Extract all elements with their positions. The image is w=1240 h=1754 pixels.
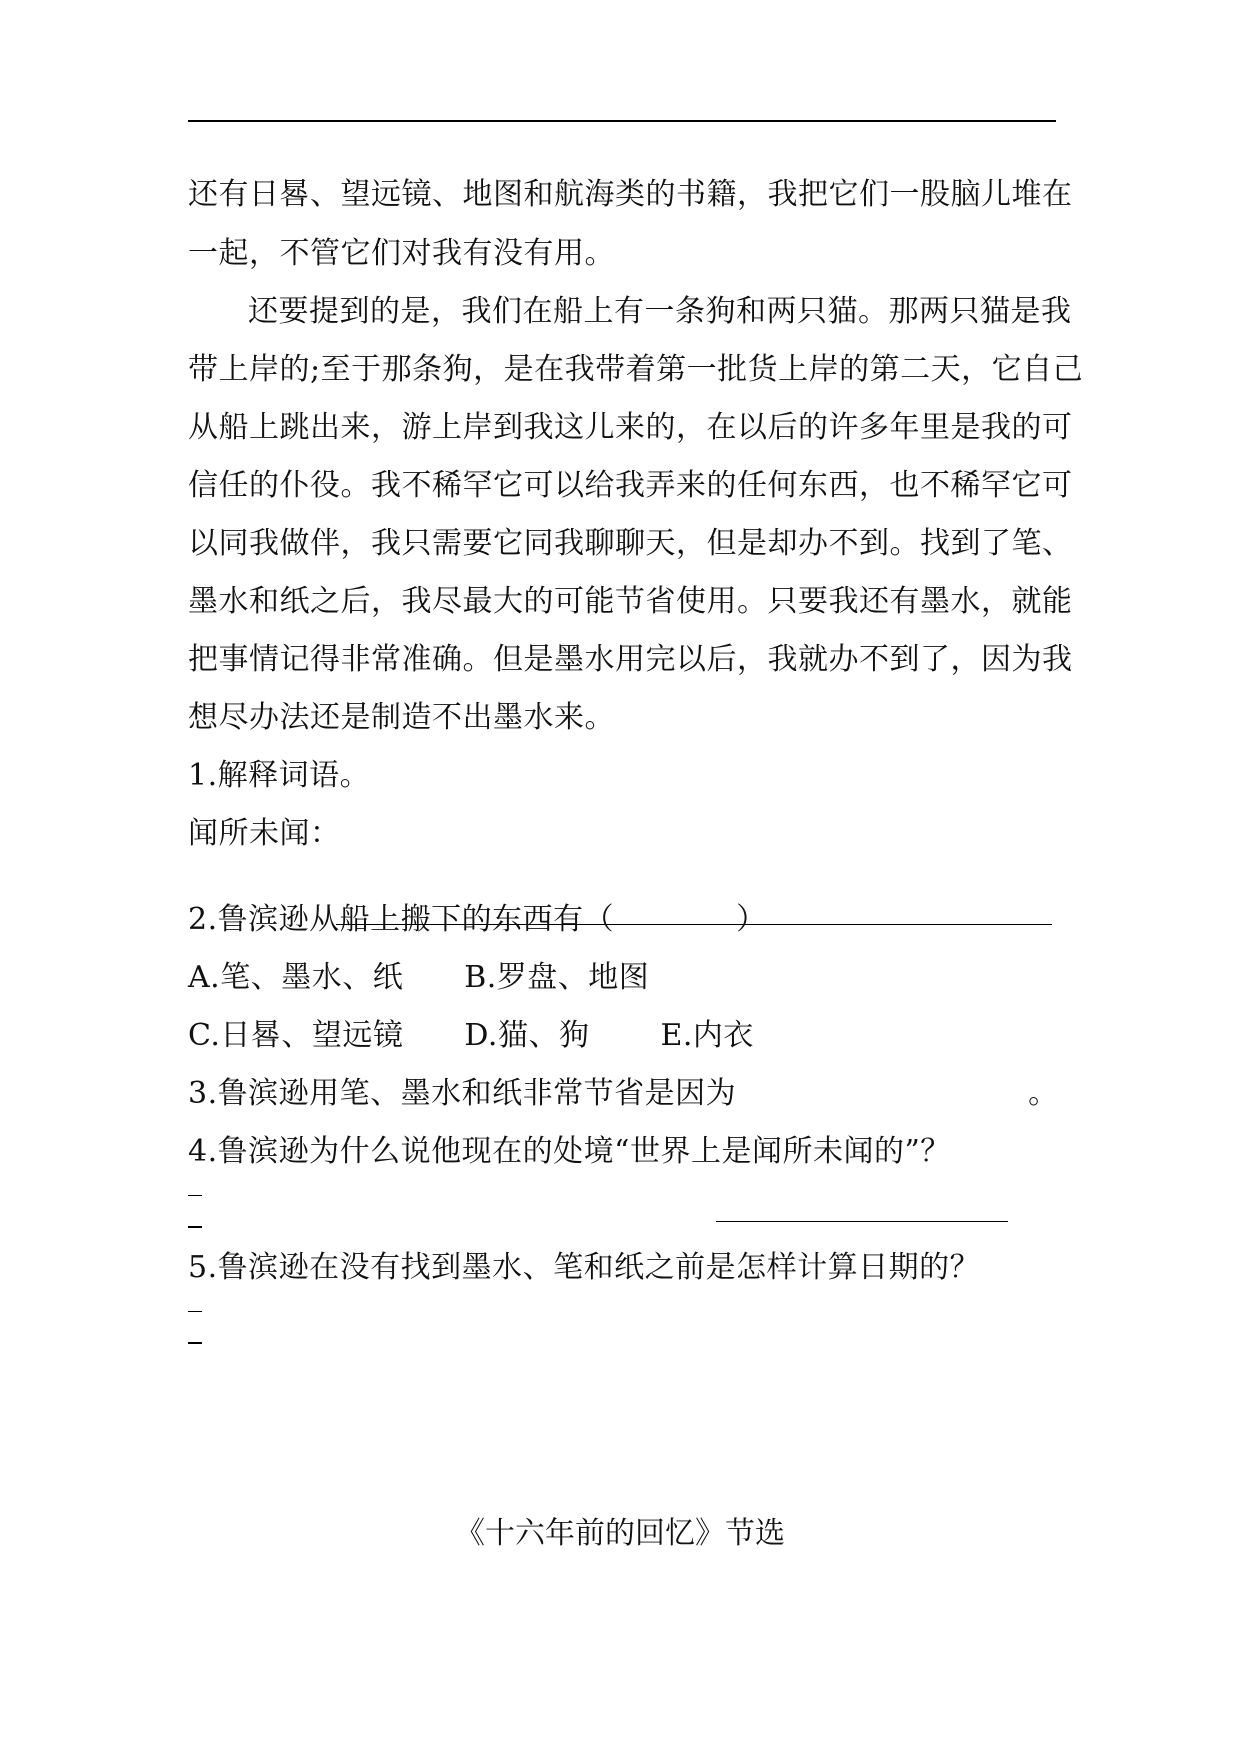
passage-line: 还要提到的是，我们在船上有一条狗和两只猫。那两只猫是我 — [248, 294, 1072, 329]
passage-line: 以同我做伴，我只需要它同我聊聊天，但是却办不到。找到了笔、 — [188, 526, 1073, 561]
question-5: 5.鲁滨逊在没有找到墨水、笔和纸之前是怎样计算日期的？ — [188, 1250, 981, 1285]
question-2-options-row-2: C.日晷、望远镜 D.猫、狗 E.内衣 — [188, 1018, 754, 1053]
question-2: 2.鲁滨逊从船上搬下的东西有（ ） — [188, 902, 767, 937]
question-4: 4.鲁滨逊为什么说他现在的处境“世界上是闻所未闻的”？ — [188, 1134, 951, 1169]
answer-line-q5[interactable] — [188, 1311, 202, 1312]
answer-blank-q3[interactable] — [716, 1221, 1008, 1222]
question-1: 1.解释词语。 — [188, 758, 371, 793]
passage-line: 一起，不管它们对我有没有用。 — [188, 236, 615, 271]
answer-line-q4[interactable] — [188, 1195, 202, 1196]
header-rule — [188, 120, 1056, 122]
answer-line-q4[interactable] — [188, 1226, 202, 1228]
passage-line: 想尽办法还是制造不出墨水来。 — [188, 700, 615, 735]
passage-line: 从船上跳出来，游上岸到我这儿来的，在以后的许多年里是我的可 — [188, 410, 1073, 445]
question-3-text: 3.鲁滨逊用笔、墨水和纸非常节省是因为 — [188, 1076, 737, 1111]
passage-line: 信任的仆役。我不稀罕它可以给我弄来的任何东西，也不稀罕它可 — [188, 468, 1073, 503]
passage-line: 带上岸的;至于那条狗，是在我带着第一批货上岸的第二天，它自己 — [188, 352, 1084, 387]
answer-line-q5[interactable] — [188, 1342, 202, 1344]
question-2-options-row-1: A.笔、墨水、纸 B.罗盘、地图 — [188, 960, 650, 995]
question-3-suffix: 。 — [1028, 1076, 1059, 1111]
question-1-term: 闻所未闻： — [188, 816, 341, 851]
passage-line: 把事情记得非常准确。但是墨水用完以后，我就办不到了，因为我 — [188, 642, 1073, 677]
next-section-title: 《十六年前的回忆》节选 — [455, 1516, 785, 1551]
question-3 — [188, 1074, 1059, 1114]
passage-line: 还有日晷、望远镜、地图和航海类的书籍，我把它们一股脑儿堆在 — [188, 177, 1073, 212]
passage-line: 墨水和纸之后，我尽最大的可能节省使用。只要我还有墨水，就能 — [188, 584, 1073, 619]
